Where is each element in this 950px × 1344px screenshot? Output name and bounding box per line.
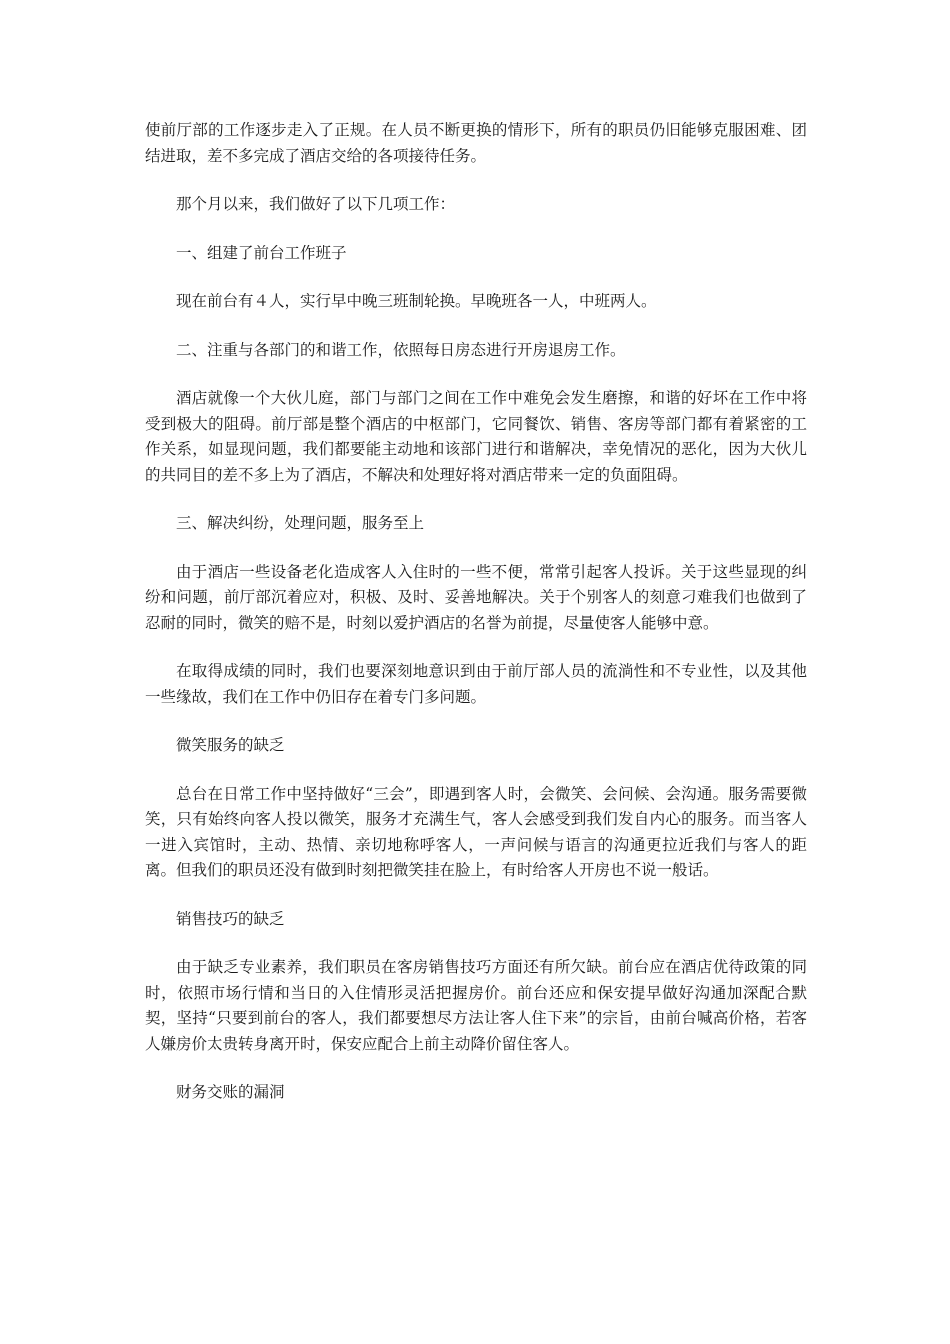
paragraph: 总台在日常工作中坚持做好“三会”，即遇到客人时，会微笑、会问候、会沟通。服务需要微笑，只有始终向客人投以微笑，服务才充满生气，客人会感受到我们发自内心的服务。而当客人一进入宾馆时，主动、热情、亲切地称呼客人，一声问候与语言的沟通更拉近我们与客人的距离。但我们的职员还没有做到时刻把微笑挂在脸上，有时给客人开房也不说一般话。 [145, 784, 807, 879]
section-heading: 一、组建了前台工作班子 [176, 243, 347, 262]
document-body [145, 118, 807, 1129]
paragraph: 由于酒店一些设备老化造成客人入住时的一些不便，常常引起客人投诉。关于这些显现的纠纷和问题，前厅部沉着应对，积极、及时、妥善地解决。关于个别客人的刻意刁难我们也做到了忍耐的同时，微笑的赔不是，时刻以爱护酒店的名誉为前提，尽量使客人能够中意。 [145, 562, 807, 632]
paragraph: 在取得成绩的同时，我们也要深刻地意识到由于前厅部人员的流淌性和不专业性，以及其他一些缘故，我们在工作中仍旧存在着专门多问题。 [145, 662, 807, 706]
paragraph: 使前厅部的工作逐步走入了正规。在人员不断更换的情形下，所有的职员仍旧能够克服困难、团结进取，差不多完成了酒店交给的各项接待任务。 [145, 121, 807, 165]
subsection-heading: 财务交账的漏洞 [176, 1083, 285, 1101]
subsection-heading: 微笑服务的缺乏 [176, 736, 285, 754]
section-heading: 三、解决纠纷，处理问题，服务至上 [176, 514, 425, 532]
paragraph: 那个月以来，我们做好了以下几项工作： [176, 195, 456, 213]
subsection-heading: 销售技巧的缺乏 [176, 909, 285, 928]
paragraph: 由于缺乏专业素养，我们职员在客房销售技巧方面还有所欠缺。前台应在酒店优待政策的同时，依照市场行情和当日的入住情形灵活把握房价。前台还应和保安提早做好沟通加深配合默契，坚持“只要到前台的客人，我们都要想尽方法让客人住下来”的宗旨，由前台喊高价格，若客人嫌房价太贵转身离开时，保安应配合上前主动降价留住客人。 [145, 958, 807, 1053]
paragraph: 酒店就像一个大伙儿庭，部门与部门之间在工作中难免会发生磨擦，和谐的好坏在工作中将受到极大的阻碍。前厅部是整个酒店的中枢部门，它同餐饮、销售、客房等部门都有着紧密的工作关系，如显现问题，我们都要能主动地和该部门进行和谐解决，幸免情况的恶化，因为大伙儿的共同目的差不多上为了酒店，不解决和处理好将对酒店带来一定的负面阻碍。 [145, 389, 807, 484]
section-heading: 二、注重与各部门的和谐工作，依照每日房态进行开房退房工作。 [176, 340, 626, 359]
paragraph: 现在前台有４人，实行早中晚三班制轮换。早晚班各一人，中班两人。 [176, 292, 657, 310]
